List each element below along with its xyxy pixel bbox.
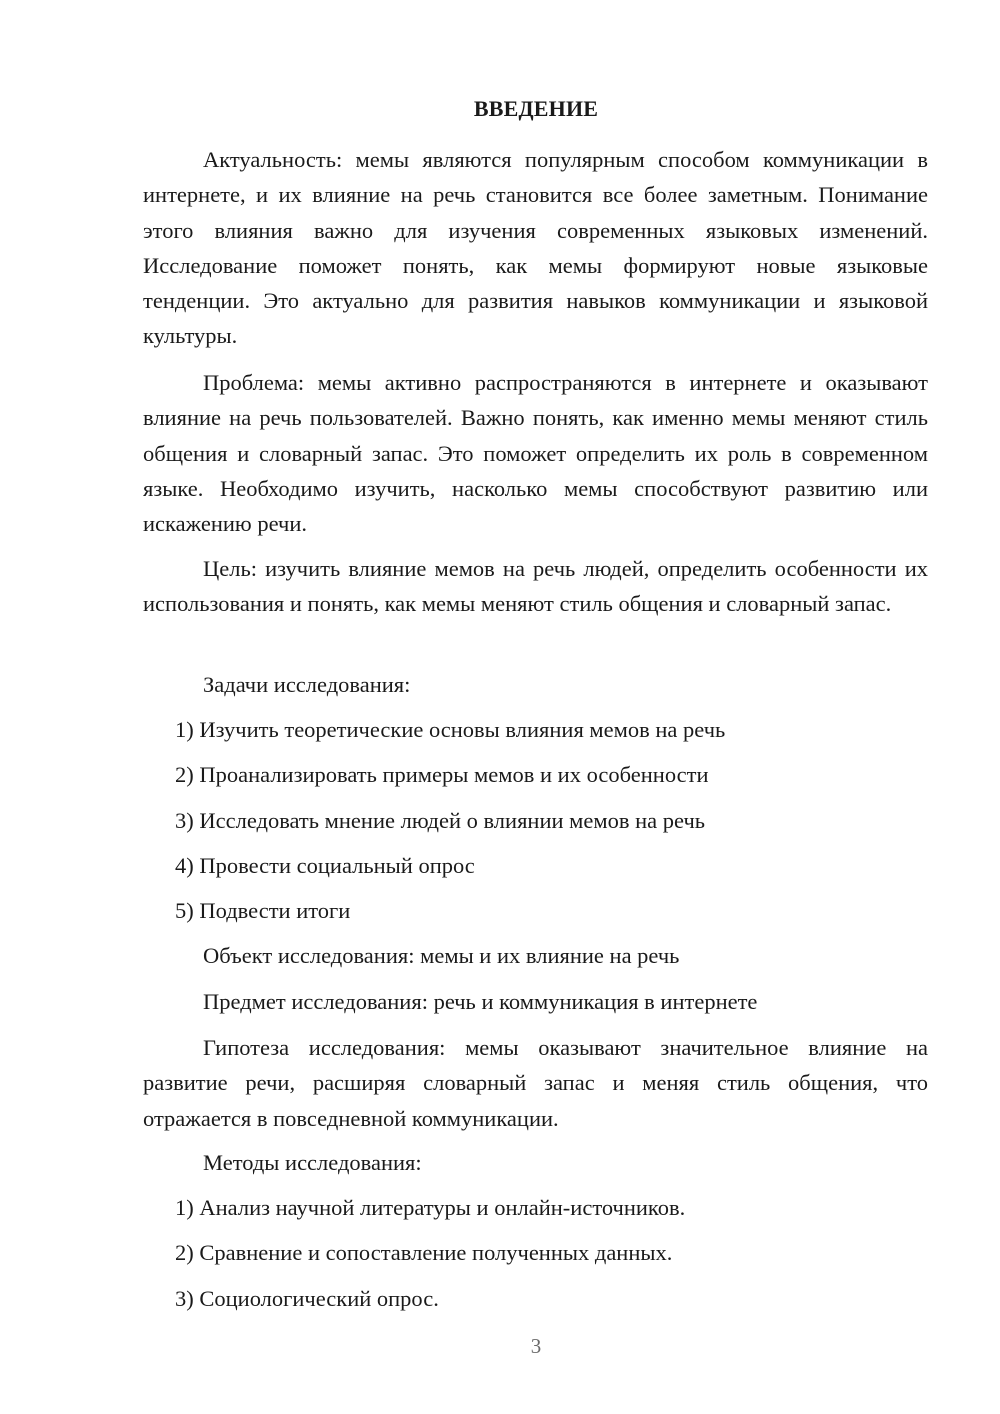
tasks-title: Задачи исследования:	[203, 672, 411, 697]
research-subject: Предмет исследования: речь и коммуникация в интернете	[203, 989, 758, 1014]
hypothesis-paragraph: Гипотеза исследования: мемы оказывают значительное влияние на развитие речи, расширяя словарный запас и меняя стиль общения, что отражается в повседневной коммуникации.	[143, 1035, 928, 1131]
method-item: 3) Социологический опрос.	[175, 1286, 439, 1311]
task-item: 5) Подвести итоги	[175, 898, 351, 923]
research-object: Объект исследования: мемы и их влияние на речь	[203, 943, 680, 968]
relevance-paragraph: Актуальность: мемы являются популярным способом коммуникации в интернете, и их влияние на речь становится все более заметным. Понимание этого влияния важно для изучения современных языковых изменений. Исследование поможет понять, как мемы формируют новые языковые тенденции. Это актуально для развития навыков коммуникации и языковой культуры.	[143, 147, 928, 349]
task-item: 3) Исследовать мнение людей о влиянии мемов на речь	[175, 808, 706, 833]
methods-title: Методы исследования:	[203, 1150, 422, 1175]
page-number: 3	[530, 1334, 542, 1358]
task-item: 4) Провести социальный опрос	[175, 853, 475, 878]
problem-paragraph: Проблема: мемы активно распространяются в интернете и оказывают влияние на речь пользователей. Важно понять, как именно мемы меняют стиль общения и словарный запас. Это поможет определить их роль в современном языке. Необходимо изучить, насколько мемы способствуют развитию или искажению речи.	[143, 370, 928, 537]
task-item: 2) Проанализировать примеры мемов и их особенности	[175, 762, 709, 787]
goal-paragraph: Цель: изучить влияние мемов на речь людей, определить особенности их использования и понять, как мемы меняют стиль общения и словарный запас.	[143, 556, 928, 617]
page-title: ВВЕДЕНИЕ	[473, 96, 599, 121]
task-item: 1) Изучить теоретические основы влияния мемов на речь	[175, 717, 726, 742]
method-item: 2) Сравнение и сопоставление полученных данных.	[175, 1240, 673, 1265]
method-item: 1) Анализ научной литературы и онлайн-источников.	[175, 1195, 686, 1220]
